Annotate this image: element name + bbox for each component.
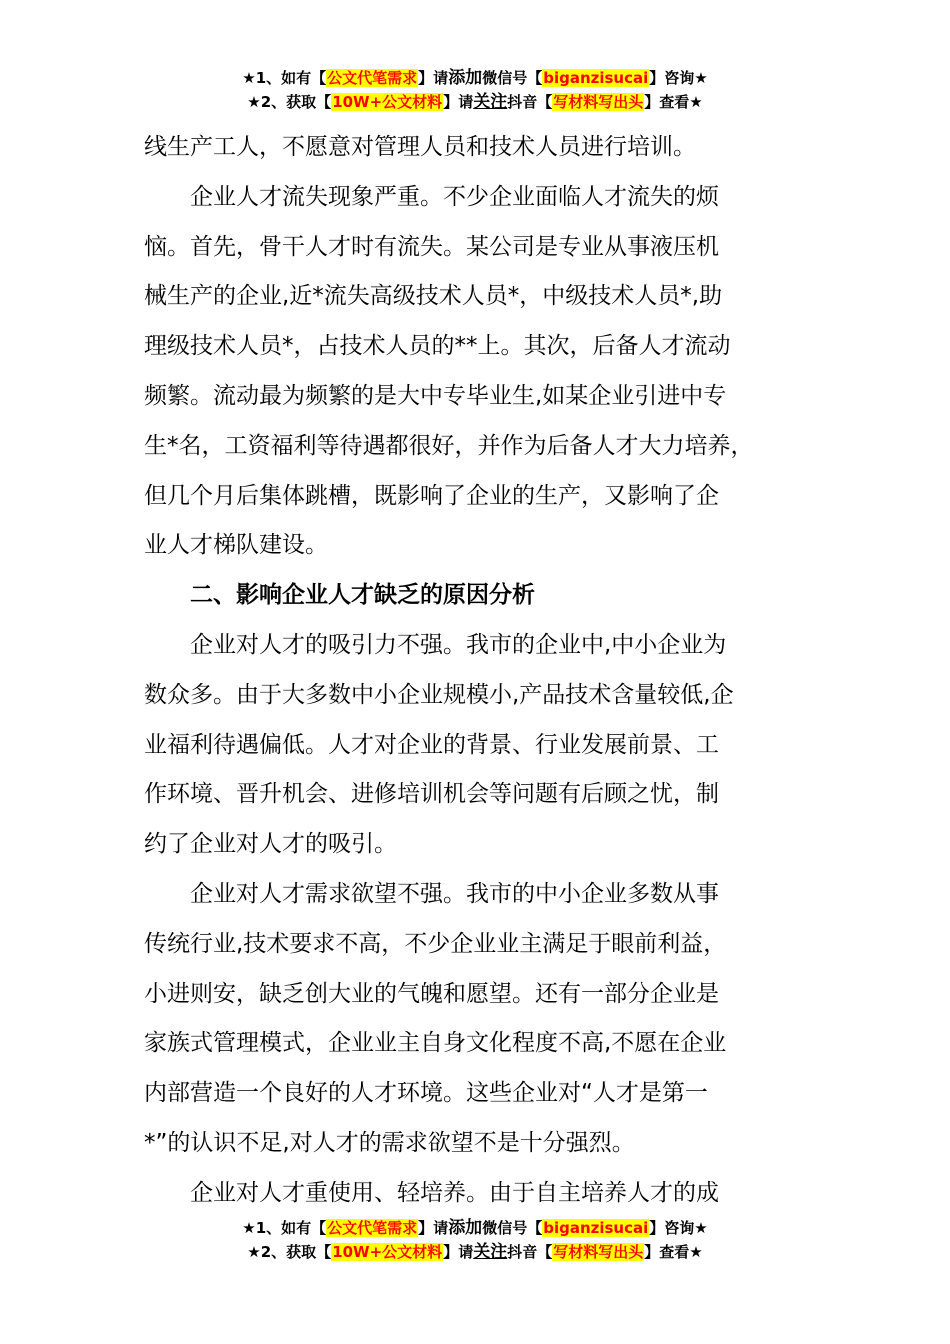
text-line: 小进则安，缺乏创大业的气魄和愿望。还有一部分企业是	[144, 980, 719, 1007]
text-line: 企业对人才需求欲望不强。我市的中小企业多数从事	[144, 880, 719, 907]
text-line: 企业对人才重使用、轻培养。由于自主培养人才的成	[144, 1179, 719, 1206]
banner-text: 】请	[443, 1243, 474, 1261]
highlight-text: 写材料写出头	[553, 93, 644, 111]
text-line: 业福利待遇偏低。人才对企业的背景、行业发展前景、工	[144, 731, 719, 758]
highlight-text: 公文代笔需求	[327, 69, 418, 87]
banner-text: 微信号【	[482, 69, 543, 87]
banner-text: ★1、如有【	[242, 1219, 327, 1237]
highlight-text: 10W+公文材料	[332, 93, 443, 111]
text-line: 理级技术人员*，占技术人员的**上。其次，后备人才流动	[144, 333, 731, 360]
highlight-text: 写材料写出头	[553, 1243, 644, 1261]
highlight-text: biganzisucai	[543, 1219, 649, 1237]
banner-text: 抖音【	[507, 93, 553, 111]
banner-text: ★2、获取【	[247, 93, 332, 111]
section-heading: 二、影响企业人才缺乏的原因分析	[144, 582, 535, 609]
text-line: 传统行业,技术要求不高，不少企业业主满足于眼前利益，	[144, 930, 727, 957]
banner-text: 】请	[418, 1219, 449, 1237]
banner-text: 】请	[418, 69, 449, 87]
text-line: 但几个月后集体跳槽，既影响了企业的生产，又影响了企	[144, 482, 719, 509]
banner-text: 】咨询★	[649, 1219, 708, 1237]
emphasis-text: 添加	[448, 68, 483, 88]
text-line: 家族式管理模式，企业业主自身文化程度不高,不愿在企业	[144, 1030, 727, 1057]
text-line: 企业对人才的吸引力不强。我市的企业中,中小企业为	[144, 631, 727, 658]
highlight-text: 公文代笔需求	[327, 1219, 418, 1237]
text-line: 恼。首先，骨干人才时有流失。某公司是专业从事液压机	[144, 233, 719, 260]
emphasis-text: 添加	[448, 1218, 483, 1238]
text-line: 企业人才流失现象严重。不少企业面临人才流失的烦	[144, 183, 719, 210]
text-line: 数众多。由于大多数中小企业规模小,产品技术含量较低,企	[144, 681, 734, 708]
banner-line-1	[0, 1216, 950, 1240]
text-line: 业人才梯队建设。	[144, 532, 328, 559]
text-line: 线生产工人，不愿意对管理人员和技术人员进行培训。	[144, 134, 696, 160]
banner-text: 】请	[443, 93, 474, 111]
text-line: 械生产的企业,近*流失高级技术人员*，中级技术人员*,助	[144, 283, 723, 310]
banner-line-2	[0, 90, 950, 114]
banner-text: 】咨询★	[649, 69, 708, 87]
header-banner	[0, 66, 950, 114]
banner-line-1	[0, 66, 950, 90]
text-line: *”的认识不足,对人才的需求欲望不是十分强烈。	[144, 1129, 635, 1156]
highlight-text: biganzisucai	[543, 69, 649, 87]
text-line: 频繁。流动最为频繁的是大中专毕业生,如某企业引进中专	[144, 382, 727, 409]
banner-line-2	[0, 1240, 950, 1264]
banner-text: ★1、如有【	[242, 69, 327, 87]
document-body	[144, 123, 834, 1219]
emphasis-text: 关注	[473, 92, 508, 112]
banner-text: ★2、获取【	[247, 1243, 332, 1261]
text-line: 作环境、晋升机会、进修培训机会等问题有后顾之忧，制	[144, 781, 719, 808]
text-line: 约了企业对人才的吸引。	[144, 831, 397, 858]
text-line: 生*名，工资福利等待遇都很好，并作为后备人才大力培养，	[144, 432, 754, 459]
footer-banner	[0, 1216, 950, 1264]
emphasis-text: 关注	[473, 1242, 508, 1262]
banner-text: 抖音【	[507, 1243, 553, 1261]
banner-text: 微信号【	[482, 1219, 543, 1237]
text-line: 内部营造一个良好的人才环境。这些企业对“人才是第一	[144, 1080, 708, 1107]
banner-text: 】查看★	[644, 93, 703, 111]
highlight-text: 10W+公文材料	[332, 1243, 443, 1261]
banner-text: 】查看★	[644, 1243, 703, 1261]
